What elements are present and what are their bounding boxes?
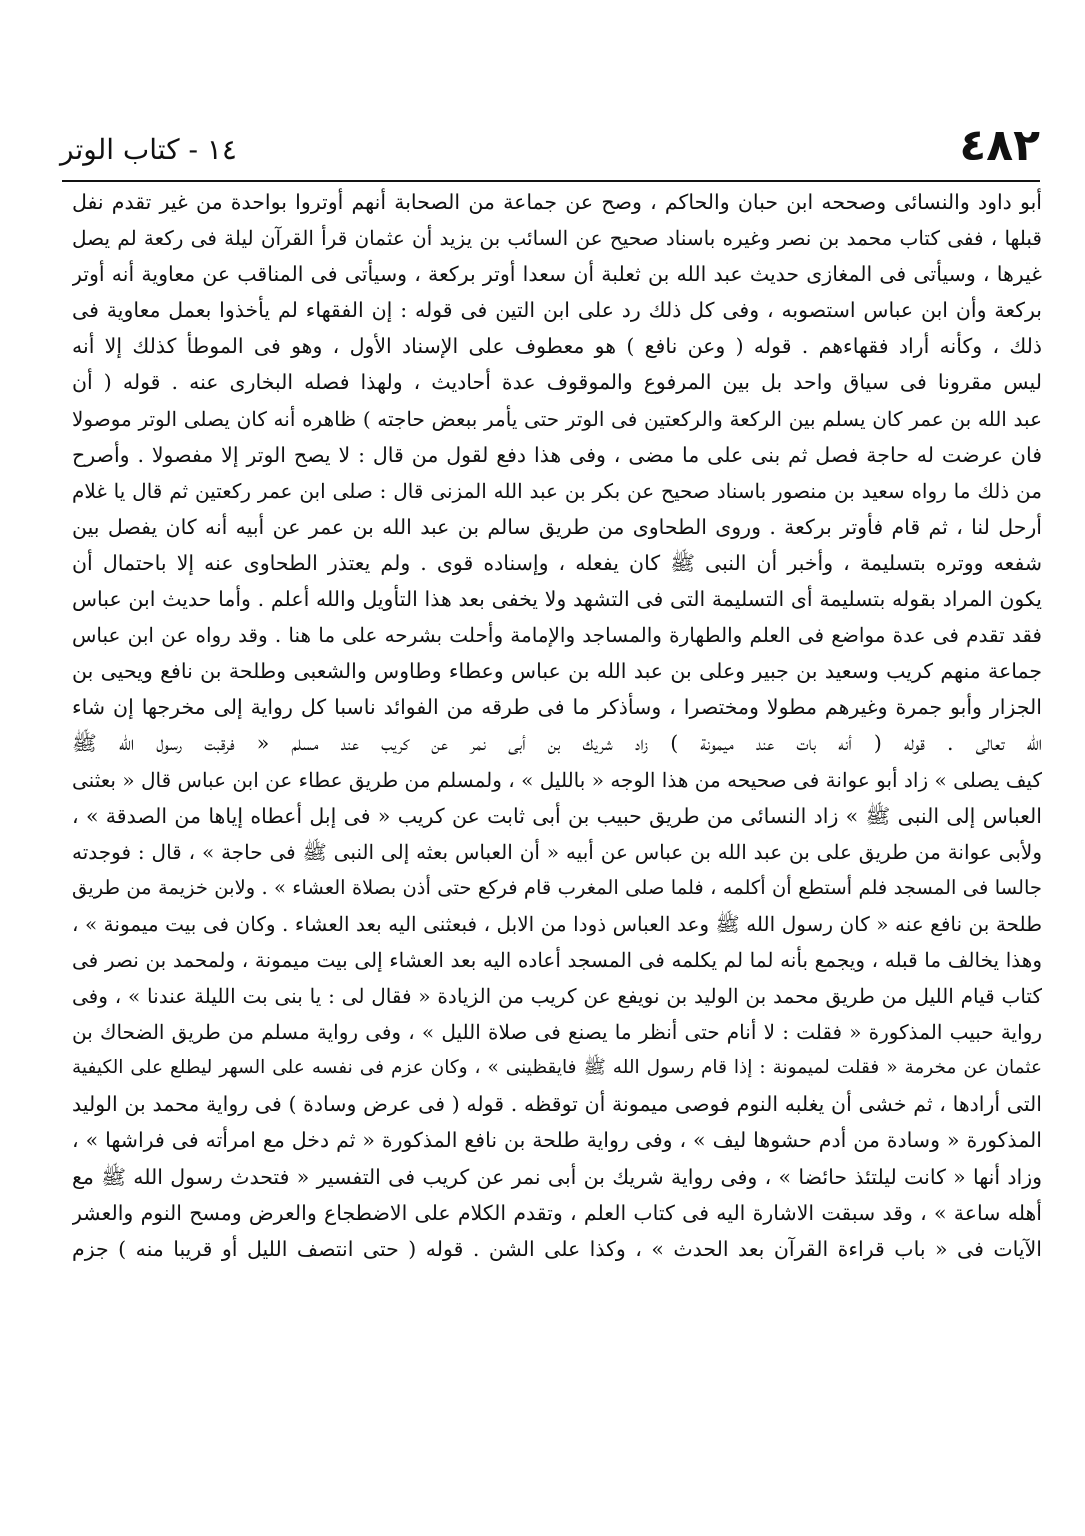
text-line: غيرها ، وسيأتى فى المغازى حديث عبد الله بن ثعلبة أن سعدا أوتر بركعة ، وسيأتى فى المناقب عن معاوية أنه أوتر (72, 262, 1042, 287)
text-line: وزاد أنها « كانت ليلتئذ حائضا » ، وفى رواية شريك بن أبى نمر عن كريب فى التفسير « فتحدث رسول الله ﷺ مع (72, 1164, 1042, 1189)
text-line: المذكورة « وسادة من أدم حشوها ليف » ، وفى رواية طلحة بن نافع المذكورة « ثم دخل مع امرأته فى فراشها » ، (72, 1128, 1042, 1153)
text-line: وهذا يخالف ما قبله ، ويجمع بأنه لما لم يكلمه فى المسجد أعاده اليه بعد العشاء إلى بيت ميمونة ، ولمحمد بن نصر فى (72, 947, 1042, 972)
page-number: ٤٨٢ (959, 120, 1040, 171)
text-line: فان عرضت له حاجة فصل ثم بنى على ما مضى ، وفى هذا دفع لقول من قال : لا يصح الوتر إلا مفصولا . وأصرح (72, 442, 1042, 467)
header-divider (62, 180, 1040, 182)
text-line: الجزار وأبو جمرة وغيرهم مطولا ومختصرا ، وسأذكر ما فى طرقه من الفوائد ناسبا كل رواية إلى مخرجها إن شاء (72, 695, 1042, 720)
text-line: من ذلك ما رواه سعيد بن منصور باسناد صحيح عن بكر بن عبد الله المزنى قال : صلى ابن عمر ركعتين ثم قال يا غلام (72, 478, 1042, 503)
text-line: ذلك ، وكأنه أراد فقهاءهم . قوله ( وعن نافع ) هو معطوف على الإسناد الأول ، وهو فى الموطأ كذلك إلا أنه (72, 334, 1042, 359)
text-line: قبلها ، ففى كتاب محمد بن نصر وغيره باسناد صحيح عن السائب بن يزيد أن عثمان قرأ القرآن ليلة فى ركعة لم يصل (72, 226, 1042, 251)
chapter-title: ١٤ - كتاب الوتر (60, 133, 237, 166)
page-header (60, 118, 1040, 182)
text-line: طلحة بن نافع عنه « كان رسول الله ﷺ وعد العباس ذودا من الابل ، فبعثنى اليه بعد العشاء . وكان فى بيت ميمونة » ، (72, 911, 1042, 936)
text-line: الآيات فى « باب قراءة القرآن بعد الحدث » ، وكذا على الشن . قوله ( حتى انتصف الليل أو قريبا منه ) جزم (72, 1236, 1042, 1261)
text-line: كتاب قيام الليل من طريق محمد بن الوليد بن نويفع عن كريب من الزيادة « فقال لى : يا بنى بت الليلة عندنا » ، وفى (72, 984, 1042, 1009)
text-line: أرحل لنا ، ثم قام فأوتر بركعة . وروى الطحاوى من طريق سالم بن عبد الله بن عمر عن أبيه أنه كان يفصل بين (72, 514, 1042, 539)
text-line: بركعة وأن ابن عباس استصوبه ، وفى كل ذلك رد على ابن التين فى قوله : إن الفقهاء لم يأخذوا بعمل معاوية فى (72, 298, 1042, 323)
text-line: فقد تقدم فى عدة مواضع فى العلم والطهارة والمساجد والإمامة وأحلت بشرحه على ما هنا . وقد رواه عن ابن عباس (72, 623, 1042, 648)
text-line: أهله ساعة » ، وقد سبقت الاشارة اليه فى كتاب العلم ، وتقدم الكلام على الاضطجاع والعرض ومسح النوم والعشر (72, 1200, 1042, 1225)
body-text (72, 184, 1042, 1267)
text-line: العباس إلى النبى ﷺ » زاد النسائى من طريق حبيب بن أبى ثابت عن كريب « فى إبل أعطاه إياها من الصدقة » ، (72, 803, 1042, 828)
text-line: ولأبى عوانة من طريق على بن عبد الله بن عباس عن أبيه « أن العباس بعثه إلى النبى ﷺ فى حاجة » ، قال : فوجدته (72, 839, 1042, 864)
text-line: جماعة منهم كريب وسعيد بن جبير وعلى بن عبد الله بن عباس وعطاء وطاوس والشعبى وطلحة بن نافع ويحيى بن (72, 659, 1042, 684)
text-line: عبد الله بن عمر كان يسلم بين الركعة والركعتين فى الوتر حتى يأمر ببعض حاجته ) ظاهره أنه كان يصلى الوتر موصولا (72, 406, 1042, 431)
text-line: ليس مقرونا فى سياق واحد بل بين المرفوع والموقوف عدة أحاديث ، ولهذا فصله البخارى عنه . قوله ( أن (72, 370, 1042, 395)
text-line: شفعه ووتره بتسليمة ، وأخبر أن النبى ﷺ كان يفعله ، وإسناده قوى . ولم يعتذر الطحاوى عنه إلا باحتمال أن (72, 550, 1042, 575)
text-line: يكون المراد بقوله بتسليمة أى التسليمة التى فى التشهد ولا يخفى بعد هذا التأويل والله أعلم . وأما حديث ابن عباس (72, 587, 1042, 612)
text-line: أبو داود والنسائى وصححه ابن حبان والحاكم ، وصح عن جماعة من الصحابة أنهم أوتروا بواحدة من غير تقدم نفل (72, 190, 1042, 214)
text-line: عثمان عن مخرمة « فقلت لميمونة : إذا قام رسول الله ﷺ فايقظينى » ، وكان عزم فى نفسه على السهر ليطلع على الكيفية (72, 1057, 1042, 1079)
text-line: الله تعالى . قوله ( أنه بات عند ميمونة ) زاد شريك بن أبى نمر عن كريب عند مسلم « فرقبت رسول الله ﷺ (72, 731, 1042, 756)
text-line: جالسا فى المسجد فلم أستطع أن أكلمه ، فلما صلى المغرب قام فركع حتى أذن بصلاة العشاء » . ولابن خزيمة من طريق (72, 875, 1042, 899)
text-line: كيف يصلى » زاد أبو عوانة فى صحيحه من هذا الوجه « بالليل » ، ولمسلم من طريق عطاء عن ابن عباس قال « بعثنى (72, 767, 1042, 792)
text-line: رواية حبيب المذكورة « فقلت : لا أنام حتى أنظر ما يصنع فى صلاة الليل » ، وفى رواية مسلم من طريق الضحاك بن (72, 1020, 1042, 1045)
text-line: التى أرادها ، ثم خشى أن يغلبه النوم فوصى ميمونة أن توقظه . قوله ( فى عرض وسادة ) فى رواية محمد بن الوليد (72, 1092, 1042, 1117)
